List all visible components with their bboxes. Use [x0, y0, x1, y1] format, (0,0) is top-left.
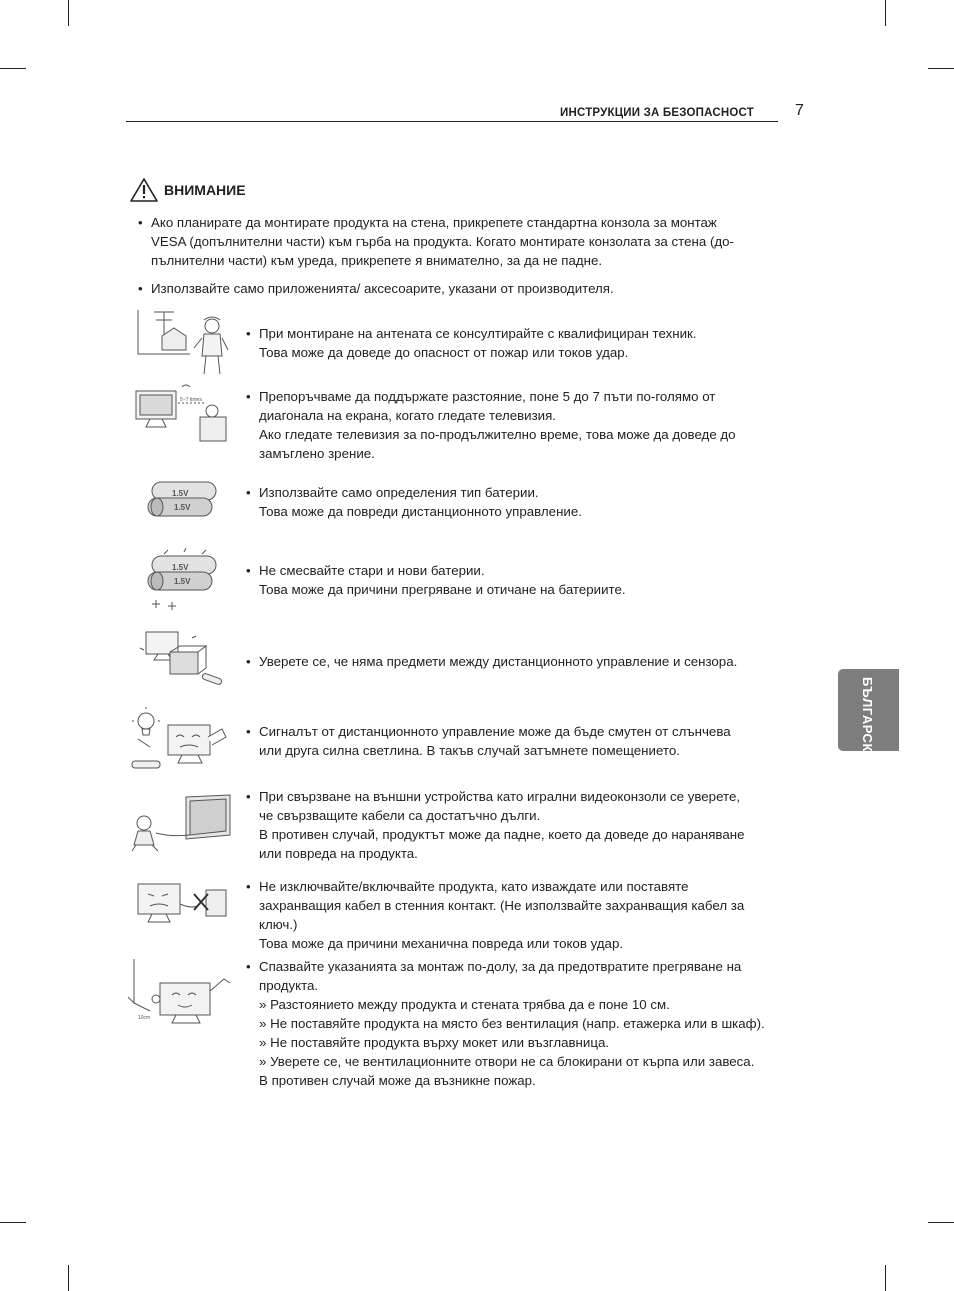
text-line: VESA (допълнителни части) към гърба на продукта. Когато монтирате конзолата за стена (до- — [151, 234, 734, 249]
mixed-batteries-illustration — [144, 548, 224, 614]
text-line: В противен случай може да възникне пожар. — [259, 1073, 536, 1088]
item-text — [259, 722, 731, 760]
text-line: или друга силна светлина. В такъв случай затъмнете помещението. — [259, 743, 680, 758]
crop-mark — [0, 1222, 26, 1223]
text-line: Ако планирате да монтирате продукта на стена, прикрепете стандартна конзола за монтаж — [151, 215, 717, 230]
text-line: диагонала на екрана, когато гледате телевизия. — [259, 408, 557, 423]
crop-mark — [0, 68, 26, 69]
bullet-marker: • — [246, 789, 251, 804]
text-line: Ако гледате телевизия за по-продължително време, това може да доведе до — [259, 427, 736, 442]
text-line: продукта. — [259, 978, 319, 993]
page-number: 7 — [795, 102, 804, 119]
text-line: Не изключвайте/включвайте продукта, като изваждате или поставяте — [259, 879, 689, 894]
bullet-marker: • — [246, 959, 251, 974]
text-line: » Не поставяйте продукта на място без вентилация (напр. етажерка или в шкаф). — [259, 1016, 765, 1031]
batteries-illustration — [144, 478, 224, 526]
crop-mark — [68, 1265, 69, 1291]
crop-mark — [928, 1222, 954, 1223]
text-line: ключ.) — [259, 917, 298, 932]
crop-mark — [928, 68, 954, 69]
text-line: Това може да причини прегряване и отичане на батериите. — [259, 582, 626, 597]
text-line: Спазвайте указанията за монтаж по-долу, за да предотвратите прегряване на — [259, 959, 742, 974]
text-line: пълнителни части) към уреда, прикрепете я внимателно, за да не падне. — [151, 253, 603, 268]
sunlight-interference-illustration — [130, 707, 230, 775]
text-line: Използвайте само определения тип батерии. — [259, 485, 539, 500]
text-line: че свързващите кабели са достатъчно дълги. — [259, 808, 541, 823]
text-line: При свързване на външни устройства като игрални видеоконзоли се уверете, — [259, 789, 741, 804]
bullet-marker: • — [246, 326, 251, 341]
bullet-marker: • — [246, 485, 251, 500]
header-rule — [126, 121, 778, 122]
bullet-marker: • — [246, 389, 251, 404]
viewing-distance-illustration — [134, 381, 234, 447]
text-line: захранващия кабел в стенния контакт. (Не използвайте захранващия кабел за — [259, 898, 745, 913]
text-line: Препоръчваме да поддържате разстояние, поне 5 до 7 пъти по-голямо от — [259, 389, 716, 404]
text-line: » Разстоянието между продукта и стената трябва да е поне 10 см. — [259, 997, 670, 1012]
text-line: Това може да причини механична повреда или токов удар. — [259, 936, 624, 951]
battery-label: 1.5V — [174, 577, 191, 586]
bullet-marker: • — [138, 281, 143, 296]
section-title: ИНСТРУКЦИИ ЗА БЕЗОПАСНОСТ — [560, 107, 754, 119]
intro-bullet-text — [151, 279, 614, 298]
text-line: Уверете се, че няма предмети между дистанционното управление и сензора. — [259, 654, 738, 669]
battery-label: 1.5V — [172, 489, 189, 498]
text-line: В противен случай, продуктът може да падне, което да доведе до нараняване — [259, 827, 745, 842]
antenna-technician-illustration — [134, 308, 234, 378]
cable-length-illustration — [130, 793, 234, 855]
item-text — [259, 957, 765, 1090]
crop-mark — [68, 0, 69, 26]
bullet-marker: • — [246, 879, 251, 894]
text-line: Това може да доведе до опасност от пожар или токов удар. — [259, 345, 629, 360]
ventilation-clearance-illustration — [126, 957, 234, 1029]
bullet-marker: • — [138, 215, 143, 230]
text-line: При монтиране на антената се консултирайте с квалифициран техник. — [259, 326, 697, 341]
text-line: замъглено зрение. — [259, 446, 375, 461]
item-text — [259, 877, 744, 953]
intro-bullet-text — [151, 213, 734, 270]
warning-triangle-icon — [129, 177, 159, 203]
remote-obstacle-illustration — [136, 628, 228, 692]
power-plug-illustration — [134, 880, 230, 930]
item-text — [259, 483, 582, 521]
caution-heading — [129, 177, 246, 203]
distance-label: 5~7 times — [180, 397, 202, 403]
language-tab — [838, 669, 899, 762]
text-line: Това може да повреди дистанционното управление. — [259, 504, 582, 519]
language-tab-label: БЪЛГАРСКИ — [860, 677, 875, 762]
crop-mark — [885, 0, 886, 26]
item-text — [259, 387, 736, 463]
bullet-marker: • — [246, 654, 251, 669]
text-line: Сигналът от дистанционното управление може да бъде смутен от слънчева — [259, 724, 731, 739]
item-text — [259, 652, 737, 671]
text-line: » Не поставяйте продукта върху мокет или възглавница. — [259, 1035, 610, 1050]
text-line: или повреда на продукта. — [259, 846, 418, 861]
item-text — [259, 787, 744, 863]
crop-mark — [885, 1265, 886, 1291]
text-line: Не смесвайте стари и нови батерии. — [259, 563, 485, 578]
clearance-label: 10cm — [138, 1015, 151, 1021]
bullet-marker: • — [246, 563, 251, 578]
battery-label: 1.5V — [174, 503, 191, 512]
caution-label: ВНИМАНИЕ — [164, 182, 246, 198]
text-line: » Уверете се, че вентилационните отвори не са блокирани от кърпа или завеса. — [259, 1054, 755, 1069]
battery-label: 1.5V — [172, 563, 189, 572]
text-line: Използвайте само приложенията/ аксесоарите, указани от производителя. — [151, 281, 614, 296]
item-text — [259, 324, 697, 362]
bullet-marker: • — [246, 724, 251, 739]
item-text — [259, 561, 626, 599]
